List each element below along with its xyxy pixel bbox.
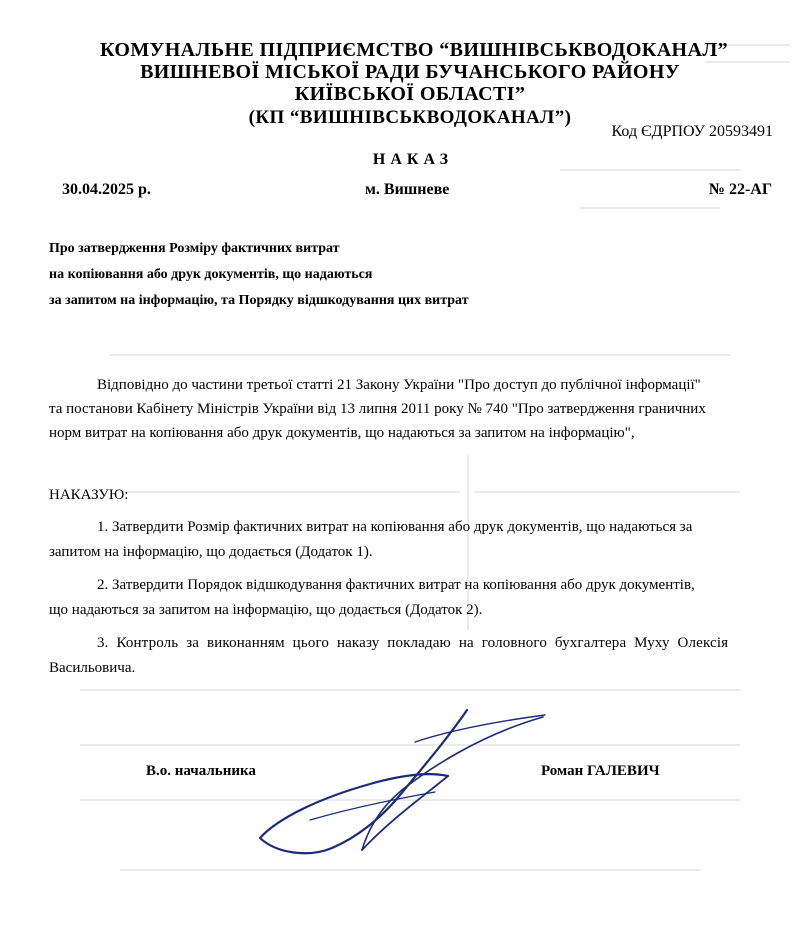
- signatory-title: В.о. начальника: [146, 763, 256, 779]
- order-item: [49, 573, 775, 623]
- subject-line: Про затвердження Розміру фактичних витрат: [49, 241, 340, 256]
- edrpou-code: Код ЄДРПОУ 20593491: [611, 123, 773, 140]
- preamble-paragraph: [49, 373, 775, 445]
- organization-header: [100, 39, 729, 129]
- header-line-2: ВИШНЕВОЇ МІСЬКОЇ РАДИ БУЧАНСЬКОГО РАЙОНУ: [140, 61, 680, 83]
- order-item-line: 3. Контроль за виконанням цього наказу покладаю на головного бухгалтера Муху Олексія: [97, 635, 729, 651]
- order-date: 30.04.2025 р.: [62, 181, 151, 198]
- order-word: НАКАЗУЮ:: [49, 487, 129, 503]
- subject-line: на копіювання або друк документів, що надаються: [49, 267, 373, 282]
- order-item-line: 2. Затвердити Порядок відшкодування фактичних витрат на копіювання або друк документів,: [97, 577, 695, 593]
- order-city: м. Вишневе: [365, 181, 450, 198]
- preamble-line: та постанови Кабінету Міністрів України від 13 липня 2011 року № 740 "Про затвердження граничних: [49, 401, 706, 417]
- order-item-line: 1. Затвердити Розмір фактичних витрат на копіювання або друк документів, що надаються за: [97, 519, 693, 535]
- header-line-3: КИЇВСЬКОЇ ОБЛАСТІ”: [294, 83, 526, 105]
- order-items: [49, 515, 775, 689]
- header-short-name: (КП “ВИШНІВСЬКВОДОКАНАЛ”): [248, 107, 572, 128]
- order-number: № 22-АГ: [708, 181, 772, 198]
- header-line-1: КОМУНАЛЬНЕ ПІДПРИЄМСТВО “ВИШНІВСЬКВОДОКАНАЛ”: [100, 39, 729, 61]
- subject-line: за запитом на інформацію, та Порядку відшкодування цих витрат: [49, 293, 469, 308]
- order-subject: [49, 236, 469, 314]
- preamble-line: норм витрат на копіювання або друк документів, що надаються за запитом на інформацію",: [49, 425, 635, 441]
- order-item: [49, 515, 775, 565]
- order-item: [49, 631, 775, 681]
- order-item-line: запитом на інформацію, що додається (Додаток 1).: [49, 544, 373, 560]
- order-item-line: Васильовича.: [49, 660, 136, 676]
- order-item-line: що надаються за запитом на інформацію, що додається (Додаток 2).: [49, 602, 483, 618]
- handwritten-signature: [250, 700, 550, 860]
- preamble-line: Відповідно до частини третьої статті 21 Закону України "Про доступ до публічної інформації": [97, 377, 701, 393]
- signatory-name: Роман ГАЛЕВИЧ: [541, 763, 660, 779]
- document-type: НАКАЗ: [372, 151, 454, 168]
